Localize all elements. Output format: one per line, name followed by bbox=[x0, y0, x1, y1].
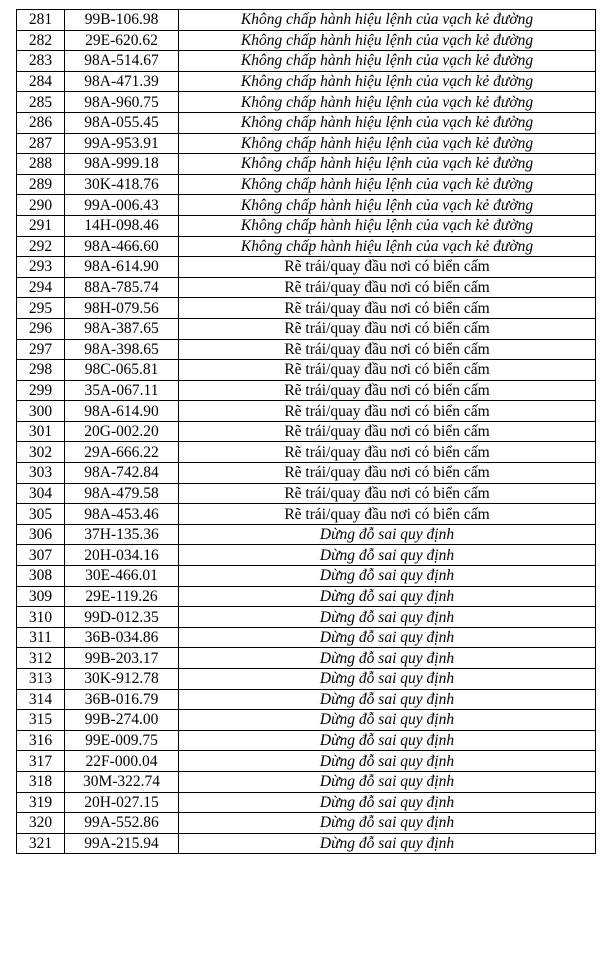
license-plate: 29E-119.26 bbox=[65, 586, 179, 607]
row-number: 293 bbox=[17, 257, 65, 278]
violation-description: Rẽ trái/quay đầu nơi có biển cấm bbox=[179, 360, 596, 381]
license-plate: 36B-034.86 bbox=[65, 627, 179, 648]
violation-description: Không chấp hành hiệu lệnh của vạch kẻ đường bbox=[179, 174, 596, 195]
violations-table bbox=[16, 9, 596, 854]
table-row bbox=[17, 730, 596, 751]
violation-description: Rẽ trái/quay đầu nơi có biển cấm bbox=[179, 318, 596, 339]
license-plate: 99B-274.00 bbox=[65, 710, 179, 731]
violation-description: Dừng đỗ sai quy định bbox=[179, 833, 596, 854]
row-number: 302 bbox=[17, 442, 65, 463]
violation-description: Dừng đỗ sai quy định bbox=[179, 710, 596, 731]
row-number: 315 bbox=[17, 710, 65, 731]
license-plate: 98A-514.67 bbox=[65, 51, 179, 72]
table-row bbox=[17, 257, 596, 278]
table-row bbox=[17, 545, 596, 566]
table-row bbox=[17, 133, 596, 154]
row-number: 303 bbox=[17, 463, 65, 484]
table-row bbox=[17, 833, 596, 854]
license-plate: 37H-135.36 bbox=[65, 524, 179, 545]
table-row bbox=[17, 195, 596, 216]
violation-description: Dừng đỗ sai quy định bbox=[179, 545, 596, 566]
row-number: 282 bbox=[17, 30, 65, 51]
table-row bbox=[17, 751, 596, 772]
row-number: 320 bbox=[17, 813, 65, 834]
license-plate: 98A-999.18 bbox=[65, 154, 179, 175]
license-plate: 99A-552.86 bbox=[65, 813, 179, 834]
table-row bbox=[17, 607, 596, 628]
license-plate: 99B-203.17 bbox=[65, 648, 179, 669]
violation-description: Dừng đỗ sai quy định bbox=[179, 771, 596, 792]
table-row bbox=[17, 504, 596, 525]
violation-description: Dừng đỗ sai quy định bbox=[179, 524, 596, 545]
table-row bbox=[17, 10, 596, 31]
row-number: 284 bbox=[17, 71, 65, 92]
table-row bbox=[17, 771, 596, 792]
row-number: 312 bbox=[17, 648, 65, 669]
license-plate: 20G-002.20 bbox=[65, 421, 179, 442]
row-number: 291 bbox=[17, 215, 65, 236]
table-row bbox=[17, 483, 596, 504]
table-row bbox=[17, 318, 596, 339]
violation-description: Rẽ trái/quay đầu nơi có biển cấm bbox=[179, 298, 596, 319]
violation-description: Dừng đỗ sai quy định bbox=[179, 566, 596, 587]
license-plate: 14H-098.46 bbox=[65, 215, 179, 236]
row-number: 309 bbox=[17, 586, 65, 607]
row-number: 295 bbox=[17, 298, 65, 319]
violation-description: Rẽ trái/quay đầu nơi có biển cấm bbox=[179, 277, 596, 298]
violation-description: Dừng đỗ sai quy định bbox=[179, 586, 596, 607]
license-plate: 36B-016.79 bbox=[65, 689, 179, 710]
row-number: 298 bbox=[17, 360, 65, 381]
row-number: 294 bbox=[17, 277, 65, 298]
license-plate: 98A-479.58 bbox=[65, 483, 179, 504]
row-number: 297 bbox=[17, 339, 65, 360]
violation-description: Dừng đỗ sai quy định bbox=[179, 607, 596, 628]
violation-description: Rẽ trái/quay đầu nơi có biển cấm bbox=[179, 421, 596, 442]
table-row bbox=[17, 586, 596, 607]
license-plate: 98A-742.84 bbox=[65, 463, 179, 484]
table-row bbox=[17, 112, 596, 133]
violation-description: Không chấp hành hiệu lệnh của vạch kẻ đường bbox=[179, 71, 596, 92]
table-row bbox=[17, 71, 596, 92]
license-plate: 98A-466.60 bbox=[65, 236, 179, 257]
license-plate: 29E-620.62 bbox=[65, 30, 179, 51]
row-number: 300 bbox=[17, 401, 65, 422]
row-number: 314 bbox=[17, 689, 65, 710]
row-number: 316 bbox=[17, 730, 65, 751]
license-plate: 30K-418.76 bbox=[65, 174, 179, 195]
row-number: 319 bbox=[17, 792, 65, 813]
violation-description: Dừng đỗ sai quy định bbox=[179, 730, 596, 751]
license-plate: 98A-453.46 bbox=[65, 504, 179, 525]
license-plate: 99A-006.43 bbox=[65, 195, 179, 216]
table-body bbox=[17, 10, 596, 854]
row-number: 301 bbox=[17, 421, 65, 442]
row-number: 306 bbox=[17, 524, 65, 545]
violation-description: Dừng đỗ sai quy định bbox=[179, 751, 596, 772]
license-plate: 20H-034.16 bbox=[65, 545, 179, 566]
license-plate: 30M-322.74 bbox=[65, 771, 179, 792]
license-plate: 98A-614.90 bbox=[65, 257, 179, 278]
table-row bbox=[17, 627, 596, 648]
row-number: 318 bbox=[17, 771, 65, 792]
table-row bbox=[17, 236, 596, 257]
row-number: 307 bbox=[17, 545, 65, 566]
license-plate: 99B-106.98 bbox=[65, 10, 179, 31]
row-number: 285 bbox=[17, 92, 65, 113]
table-row bbox=[17, 51, 596, 72]
table-row bbox=[17, 524, 596, 545]
license-plate: 22F-000.04 bbox=[65, 751, 179, 772]
license-plate: 35A-067.11 bbox=[65, 380, 179, 401]
row-number: 304 bbox=[17, 483, 65, 504]
table-row bbox=[17, 360, 596, 381]
table-row bbox=[17, 792, 596, 813]
table-row bbox=[17, 689, 596, 710]
table-row bbox=[17, 298, 596, 319]
violation-description: Rẽ trái/quay đầu nơi có biển cấm bbox=[179, 339, 596, 360]
license-plate: 98A-055.45 bbox=[65, 112, 179, 133]
table-row bbox=[17, 30, 596, 51]
violation-description: Không chấp hành hiệu lệnh của vạch kẻ đường bbox=[179, 92, 596, 113]
violation-description: Dừng đỗ sai quy định bbox=[179, 648, 596, 669]
violation-description: Rẽ trái/quay đầu nơi có biển cấm bbox=[179, 442, 596, 463]
row-number: 296 bbox=[17, 318, 65, 339]
license-plate: 98A-398.65 bbox=[65, 339, 179, 360]
violation-description: Không chấp hành hiệu lệnh của vạch kẻ đường bbox=[179, 51, 596, 72]
violation-description: Không chấp hành hiệu lệnh của vạch kẻ đường bbox=[179, 133, 596, 154]
license-plate: 20H-027.15 bbox=[65, 792, 179, 813]
table-row bbox=[17, 813, 596, 834]
table-row bbox=[17, 401, 596, 422]
license-plate: 29A-666.22 bbox=[65, 442, 179, 463]
license-plate: 99A-953.91 bbox=[65, 133, 179, 154]
table-row bbox=[17, 154, 596, 175]
violation-description: Rẽ trái/quay đầu nơi có biển cấm bbox=[179, 257, 596, 278]
table-row bbox=[17, 566, 596, 587]
table-row bbox=[17, 669, 596, 690]
violation-description: Không chấp hành hiệu lệnh của vạch kẻ đường bbox=[179, 154, 596, 175]
violation-description: Không chấp hành hiệu lệnh của vạch kẻ đường bbox=[179, 30, 596, 51]
violation-description: Không chấp hành hiệu lệnh của vạch kẻ đường bbox=[179, 215, 596, 236]
violation-description: Không chấp hành hiệu lệnh của vạch kẻ đường bbox=[179, 112, 596, 133]
row-number: 286 bbox=[17, 112, 65, 133]
license-plate: 98A-471.39 bbox=[65, 71, 179, 92]
violation-description: Rẽ trái/quay đầu nơi có biển cấm bbox=[179, 380, 596, 401]
table-row bbox=[17, 421, 596, 442]
table-row bbox=[17, 463, 596, 484]
violation-description: Dừng đỗ sai quy định bbox=[179, 689, 596, 710]
license-plate: 99E-009.75 bbox=[65, 730, 179, 751]
violation-description: Dừng đỗ sai quy định bbox=[179, 813, 596, 834]
violation-description: Không chấp hành hiệu lệnh của vạch kẻ đường bbox=[179, 236, 596, 257]
table-row bbox=[17, 339, 596, 360]
license-plate: 99A-215.94 bbox=[65, 833, 179, 854]
row-number: 290 bbox=[17, 195, 65, 216]
license-plate: 99D-012.35 bbox=[65, 607, 179, 628]
row-number: 308 bbox=[17, 566, 65, 587]
table-row bbox=[17, 92, 596, 113]
license-plate: 98A-614.90 bbox=[65, 401, 179, 422]
table-row bbox=[17, 380, 596, 401]
license-plate: 30K-912.78 bbox=[65, 669, 179, 690]
violation-description: Không chấp hành hiệu lệnh của vạch kẻ đường bbox=[179, 195, 596, 216]
violation-description: Rẽ trái/quay đầu nơi có biển cấm bbox=[179, 483, 596, 504]
violation-description: Không chấp hành hiệu lệnh của vạch kẻ đường bbox=[179, 10, 596, 31]
violation-description: Dừng đỗ sai quy định bbox=[179, 792, 596, 813]
row-number: 281 bbox=[17, 10, 65, 31]
license-plate: 98A-387.65 bbox=[65, 318, 179, 339]
violation-description: Rẽ trái/quay đầu nơi có biển cấm bbox=[179, 463, 596, 484]
license-plate: 98A-960.75 bbox=[65, 92, 179, 113]
row-number: 310 bbox=[17, 607, 65, 628]
row-number: 299 bbox=[17, 380, 65, 401]
violation-description: Rẽ trái/quay đầu nơi có biển cấm bbox=[179, 401, 596, 422]
license-plate: 98C-065.81 bbox=[65, 360, 179, 381]
row-number: 321 bbox=[17, 833, 65, 854]
row-number: 311 bbox=[17, 627, 65, 648]
license-plate: 88A-785.74 bbox=[65, 277, 179, 298]
row-number: 292 bbox=[17, 236, 65, 257]
table-row bbox=[17, 710, 596, 731]
table-row bbox=[17, 648, 596, 669]
row-number: 288 bbox=[17, 154, 65, 175]
row-number: 287 bbox=[17, 133, 65, 154]
row-number: 283 bbox=[17, 51, 65, 72]
violation-description: Rẽ trái/quay đầu nơi có biển cấm bbox=[179, 504, 596, 525]
license-plate: 30E-466.01 bbox=[65, 566, 179, 587]
row-number: 289 bbox=[17, 174, 65, 195]
table-row bbox=[17, 277, 596, 298]
table-row bbox=[17, 215, 596, 236]
row-number: 305 bbox=[17, 504, 65, 525]
table-row bbox=[17, 174, 596, 195]
row-number: 313 bbox=[17, 669, 65, 690]
license-plate: 98H-079.56 bbox=[65, 298, 179, 319]
violation-description: Dừng đỗ sai quy định bbox=[179, 669, 596, 690]
row-number: 317 bbox=[17, 751, 65, 772]
violation-description: Dừng đỗ sai quy định bbox=[179, 627, 596, 648]
table-row bbox=[17, 442, 596, 463]
